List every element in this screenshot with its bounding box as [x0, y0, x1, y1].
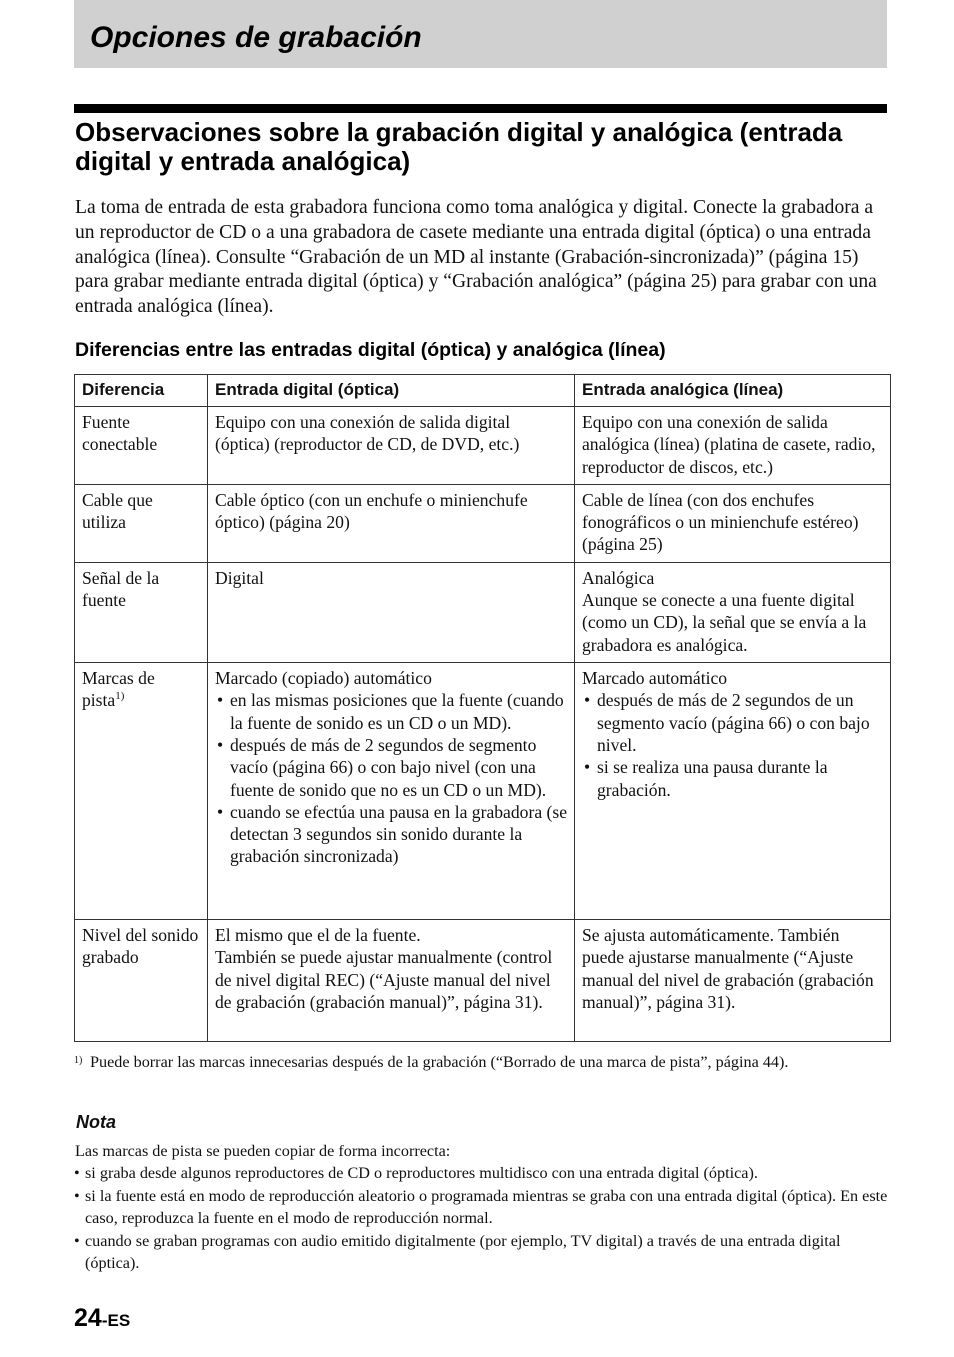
list-item: • cuando se graban programas con audio emitido digitalmente (por ejemplo, TV digital) a través de una entrada digital (óptica). — [74, 1230, 890, 1275]
list-item: • si graba desde algunos reproductores de CD o reproductores multidisco con una entrada digital (óptica). — [74, 1162, 890, 1185]
table-header-row — [75, 375, 891, 407]
digital-cell — [208, 663, 575, 920]
digital-bullet-list — [215, 689, 568, 867]
analog-bullet-list — [582, 689, 884, 800]
row-label: Nivel del sonido grabado — [75, 920, 208, 1042]
row-label: Cable que utiliza — [75, 484, 208, 562]
intro-paragraph: La toma de entrada de esta grabadora funciona como toma analógica y digital. Conecte la grabadora a un reproductor de CD o a una grabadora de casete mediante una entrada digital (óptica) o una entrada analógica (línea). Consulte “Grabación de un MD al instante (Grabación-sincronizada)” (página 15) para grabar mediante entrada digital (óptica) y “Grabación analógica” (página 25) para grabar con una entrada analógica (línea). — [75, 197, 877, 318]
page-number — [74, 1303, 130, 1336]
table-row — [75, 562, 891, 662]
list-item: • si se realiza una pausa durante la grabación. — [582, 756, 884, 801]
analog-value: Marcado automático — [582, 668, 728, 689]
list-item: • después de más de 2 segundos de segmento vacío (página 66) o con bajo nivel (con una fuente de sonido que no es un CD o un MD). — [215, 734, 568, 801]
footnote — [74, 1052, 874, 1074]
page-number-suffix: -ES — [101, 1311, 131, 1330]
digital-cell: Cable óptico (con un enchufe o minienchufe óptico) (página 20) — [208, 484, 575, 562]
section-title: Observaciones sobre la grabación digital y analógica (entrada digital y entrada analógica) — [75, 117, 843, 176]
table-row — [75, 407, 891, 485]
nota-intro: Las marcas de pista se pueden copiar de forma incorrecta: — [75, 1142, 451, 1160]
header-entrada-analogica: Entrada analógica (línea) — [575, 375, 891, 407]
chapter-title: Opciones de grabación — [90, 21, 422, 54]
footnote-ref: 1) — [115, 690, 125, 703]
list-item: • cuando se efectúa una pausa en la grabadora (se detectan 3 segundos sin sonido durante la grabación sincronizada) — [215, 801, 568, 868]
comparison-table — [74, 374, 891, 1042]
nota-heading: Nota — [76, 1112, 116, 1132]
list-item: • después de más de 2 segundos de un segmento vacío (página 66) o con bajo nivel. — [582, 689, 884, 756]
digital-value: Marcado (copiado) automático — [215, 668, 432, 689]
analog-cell — [575, 562, 891, 662]
digital-cell — [208, 920, 575, 1042]
row-label: Fuente conectable — [75, 407, 208, 485]
page-number-value: 24 — [74, 1304, 102, 1332]
footnote-text: Puede borrar las marcas innecesarias después de la grabación (“Borrado de una marca de pista”, página 44). — [90, 1053, 789, 1071]
list-item: • en las mismas posiciones que la fuente (cuando la fuente de sonido es un CD o un MD). — [215, 689, 568, 734]
digital-cell: Digital — [208, 562, 575, 662]
row-label-cell — [75, 663, 208, 920]
analog-cell: Se ajusta automáticamente. También puede ajustarse manualmente (“Ajuste manual del nivel de grabación (grabación manual)”, página 31). — [575, 920, 891, 1042]
digital-cell: Equipo con una conexión de salida digital (óptica) (reproductor de CD, de DVD, etc.) — [208, 407, 575, 485]
analog-value: Analógica — [582, 567, 655, 588]
analog-cell: Cable de línea (con dos enchufes fonográficos o un minienchufe estéreo) (página 25) — [575, 484, 891, 562]
analog-cell — [575, 663, 891, 920]
table-row — [75, 484, 891, 562]
row-label: Señal de la fuente — [75, 562, 208, 662]
table-title: Diferencias entre las entradas digital (óptica) y analógica (línea) — [75, 339, 666, 361]
digital-value: El mismo que el de la fuente. — [215, 925, 421, 946]
row-label: Marcas de pista — [82, 668, 155, 711]
header-entrada-digital: Entrada digital (óptica) — [208, 375, 575, 407]
header-diferencia: Diferencia — [75, 375, 208, 407]
analog-cell: Equipo con una conexión de salida analógica (línea) (platina de casete, radio, reproductor de discos, etc.) — [575, 407, 891, 485]
table-row — [75, 663, 891, 920]
chapter-header-band — [74, 0, 887, 68]
section-rule — [74, 104, 887, 113]
footnote-mark: 1) — [74, 1055, 83, 1066]
nota-list — [74, 1162, 890, 1275]
analog-note: Aunque se conecte a una fuente digital (como un CD), la señal que se envía a la grabadora es analógica. — [582, 590, 867, 655]
list-item: • si la fuente está en modo de reproducción aleatorio o programada mientras se graba con una entrada digital (óptica). En este caso, reproduzca la fuente en el modo de reproducción normal. — [74, 1185, 890, 1230]
table-row — [75, 920, 891, 1042]
digital-note: También se puede ajustar manualmente (control de nivel digital REC) (“Ajuste manual del nivel de grabación (grabación manual)”, página 31). — [215, 947, 553, 1012]
